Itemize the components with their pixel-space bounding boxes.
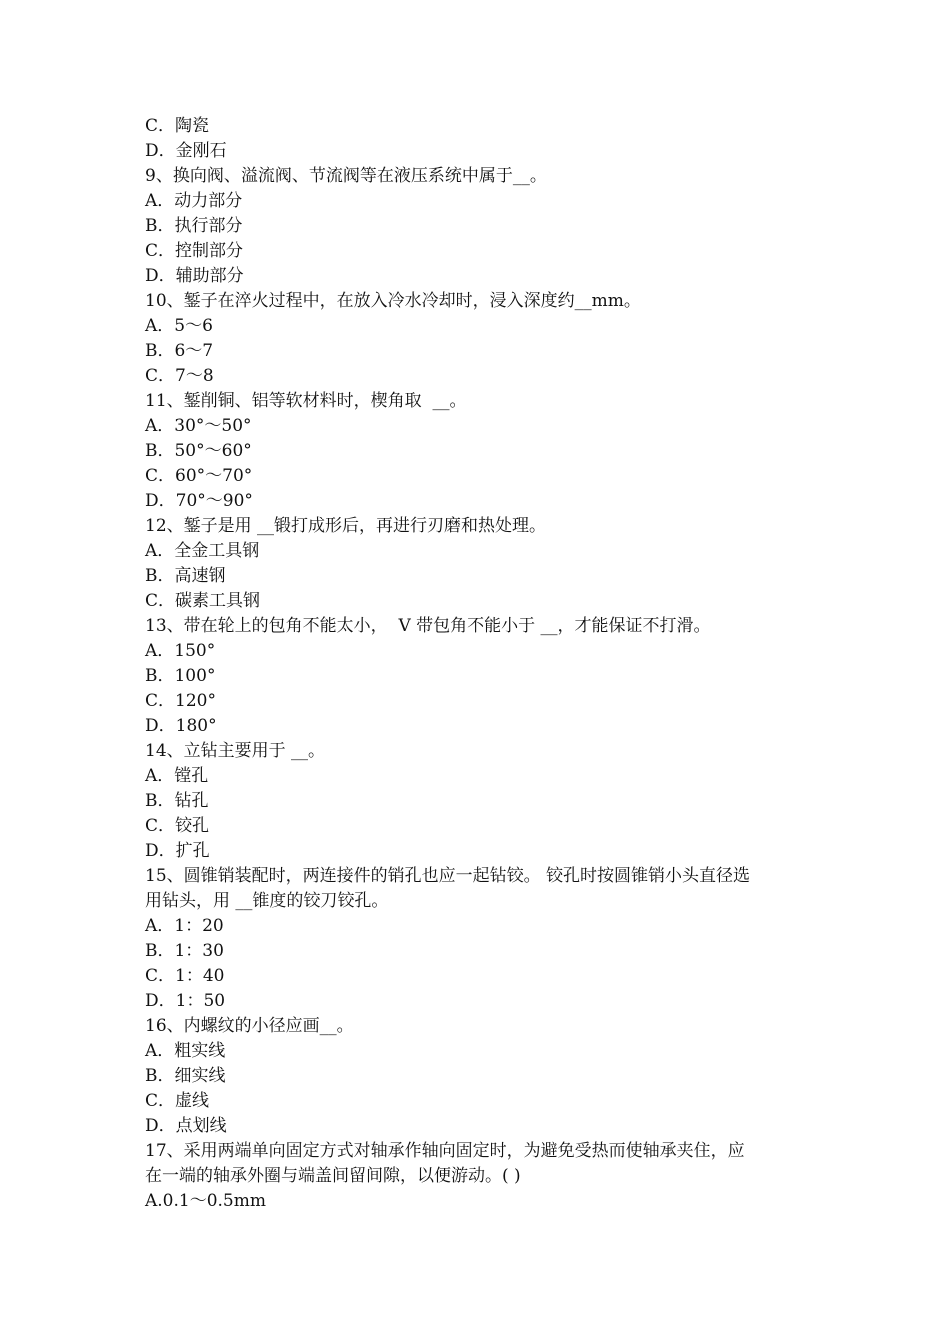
text-line: A．粗实线 bbox=[145, 1041, 226, 1061]
text-line: D．180° bbox=[145, 716, 217, 736]
text-line: 12、錾子是用 __锻打成形后，再进行刃磨和热处理。 bbox=[145, 516, 547, 536]
text-line: 17、采用两端单向固定方式对轴承作轴向固定时，为避免受热而使轴承夹住，应 bbox=[145, 1141, 745, 1161]
text-line: D．点划线 bbox=[145, 1116, 227, 1136]
text-line: B．50°～60° bbox=[145, 441, 252, 461]
text-line: 15、圆锥销装配时，两连接件的销孔也应一起钻铰。 铰孔时按圆锥销小头直径选 bbox=[145, 866, 751, 886]
text-line: C．1：40 bbox=[145, 966, 225, 986]
text-line: B．钻孔 bbox=[145, 791, 209, 811]
text-line: B．细实线 bbox=[145, 1066, 226, 1086]
text-line: 10、錾子在淬火过程中，在放入冷水冷却时，浸入深度约__mm。 bbox=[145, 291, 641, 311]
text-line: 14、立钻主要用于 __。 bbox=[145, 741, 326, 761]
text-line: C．碳素工具钢 bbox=[145, 591, 261, 611]
text-line: 11、錾削铜、铝等软材料时，楔角取 __。 bbox=[145, 391, 467, 411]
text-line: B．执行部分 bbox=[145, 216, 243, 236]
text-line: B．100° bbox=[145, 666, 216, 686]
text-line: 在一端的轴承外圈与端盖间留间隙，以便游动。( ) bbox=[145, 1166, 521, 1186]
text-line: C．60°～70° bbox=[145, 466, 253, 486]
text-line: B．1：30 bbox=[145, 941, 224, 961]
question-text-block bbox=[145, 114, 810, 1214]
text-line: A．1：20 bbox=[145, 916, 224, 936]
text-line: D．辅助部分 bbox=[145, 266, 244, 286]
text-line: C．虚线 bbox=[145, 1091, 210, 1111]
text-line: C．铰孔 bbox=[145, 816, 210, 836]
text-line: 13、带在轮上的包角不能太小， V 带包角不能小于 __，才能保证不打滑。 bbox=[145, 616, 711, 636]
text-line: D．扩孔 bbox=[145, 841, 210, 861]
text-line: C．120° bbox=[145, 691, 216, 711]
text-line: D．70°～90° bbox=[145, 491, 253, 511]
text-line: C．7～8 bbox=[145, 366, 214, 386]
text-line: A．镗孔 bbox=[145, 766, 209, 786]
text-line: A．150° bbox=[145, 641, 216, 661]
text-line: B．6～7 bbox=[145, 341, 214, 361]
text-line: C．陶瓷 bbox=[145, 116, 210, 136]
text-line: A．30°～50° bbox=[145, 416, 252, 436]
text-line: D．1：50 bbox=[145, 991, 226, 1011]
text-line: A．5～6 bbox=[145, 316, 213, 336]
text-line: 用钻头，用 __锥度的铰刀铰孔。 bbox=[145, 891, 389, 911]
text-line: 16、内螺纹的小径应画__。 bbox=[145, 1016, 354, 1036]
text-line: A.0.1～0.5mm bbox=[145, 1191, 266, 1211]
text-line: B．高速钢 bbox=[145, 566, 226, 586]
text-line: 9、换向阀、溢流阀、节流阀等在液压系统中属于__。 bbox=[145, 166, 547, 186]
text-line: A．全金工具钢 bbox=[145, 541, 260, 561]
text-line: C．控制部分 bbox=[145, 241, 244, 261]
text-line: A．动力部分 bbox=[145, 191, 243, 211]
text-line: D．金刚石 bbox=[145, 141, 227, 161]
